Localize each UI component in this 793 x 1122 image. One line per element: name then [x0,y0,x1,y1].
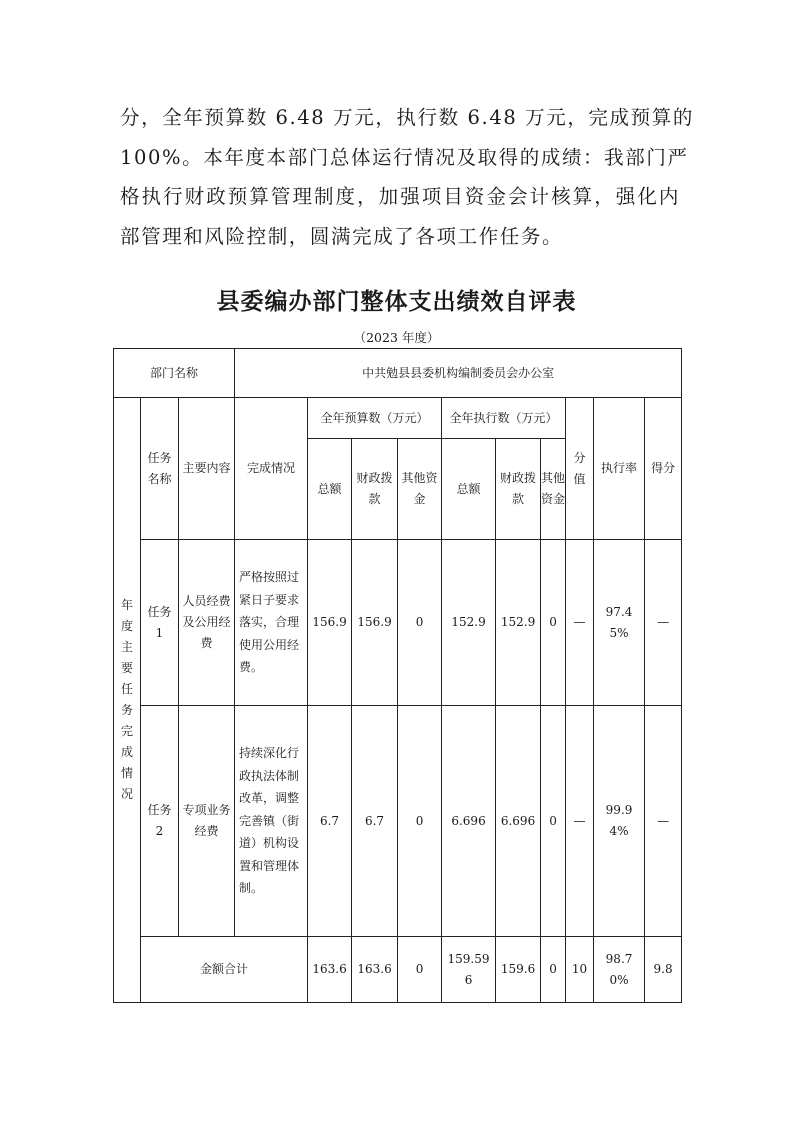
header-exec-fiscal: 财政拨款 [496,439,541,540]
total-score-value: 10 [566,937,594,1003]
paragraph-line: 格执行财政预算管理制度，加强项目资金会计核算，强化内 [120,185,680,208]
header-exec-rate: 执行率 [594,398,645,540]
total-score: 9.8 [645,937,682,1003]
table-title: 县委编办部门整体支出绩效自评表 [216,289,577,315]
completion-cell: 严格按照过紧日子要求落实，合理使用公用经费。 [235,540,308,706]
header-exec-other: 其他资金 [541,439,566,540]
header-budget-fiscal: 财政拨款 [352,439,398,540]
paragraph-line: 分，全年预算数 6.48 万元，执行数 6.48 万元，完成预算的 [120,106,694,129]
total-exec-rate: 98.70% [594,937,645,1003]
total-exec-other: 0 [541,937,566,1003]
exec-rate-cell: 99.94% [594,706,645,937]
budget-other-cell: 0 [398,706,442,937]
paragraph-line: 100%。本年度本部门总体运行情况及取得的成绩：我部门严 [120,145,689,169]
header-exec-total: 总额 [442,439,496,540]
exec-other-cell: 0 [541,540,566,706]
table-subtitle: （2023 年度） [353,330,440,345]
exec-other-cell: 0 [541,706,566,937]
exec-fiscal-cell: 152.9 [496,540,541,706]
header-completion: 完成情况 [235,398,308,540]
header-score: 得分 [645,398,682,540]
score-value-cell: — [566,706,594,937]
budget-fiscal-cell: 156.9 [352,540,398,706]
dept-name: 中共勉县县委机构编制委员会办公室 [235,349,682,398]
total-row [114,937,682,1003]
performance-table [113,348,682,1003]
budget-fiscal-cell: 6.7 [352,706,398,937]
total-budget-fiscal: 163.6 [352,937,398,1003]
header-row-1 [114,398,682,439]
score-cell: — [645,706,682,937]
total-budget-other: 0 [398,937,442,1003]
total-label: 金额合计 [141,937,308,1003]
header-main-content: 主要内容 [179,398,235,540]
header-annual-budget: 全年预算数（万元） [308,398,442,439]
score-value-cell: — [566,540,594,706]
main-content-cell: 专项业务经费 [179,706,235,937]
score-cell: — [645,540,682,706]
header-budget-other: 其他资金 [398,439,442,540]
exec-rate-cell: 97.45% [594,540,645,706]
dept-row [114,349,682,398]
task-name-cell: 任务 1 [141,540,179,706]
main-content-cell: 人员经费及公用经费 [179,540,235,706]
total-exec-total: 159.596 [442,937,496,1003]
header-task-name: 任务名称 [141,398,179,540]
table-row [114,706,682,937]
exec-total-cell: 6.696 [442,706,496,937]
budget-total-cell: 156.9 [308,540,352,706]
total-budget-total: 163.6 [308,937,352,1003]
exec-total-cell: 152.9 [442,540,496,706]
intro-paragraph [120,98,694,256]
header-annual-exec: 全年执行数（万元） [442,398,566,439]
header-budget-total: 总额 [308,439,352,540]
paragraph-line: 部管理和风险控制，圆满完成了各项工作任务。 [120,224,564,248]
section-label: 年度主要任务完成情况 [114,398,141,1003]
budget-other-cell: 0 [398,540,442,706]
header-score-value: 分值 [566,398,594,540]
completion-cell: 持续深化行政执法体制改革，调整完善镇（街道）机构设置和管理体制。 [235,706,308,937]
budget-total-cell: 6.7 [308,706,352,937]
total-exec-fiscal: 159.6 [496,937,541,1003]
table-row [114,540,682,706]
exec-fiscal-cell: 6.696 [496,706,541,937]
task-name-cell: 任务 2 [141,706,179,937]
dept-label: 部门名称 [114,349,235,398]
